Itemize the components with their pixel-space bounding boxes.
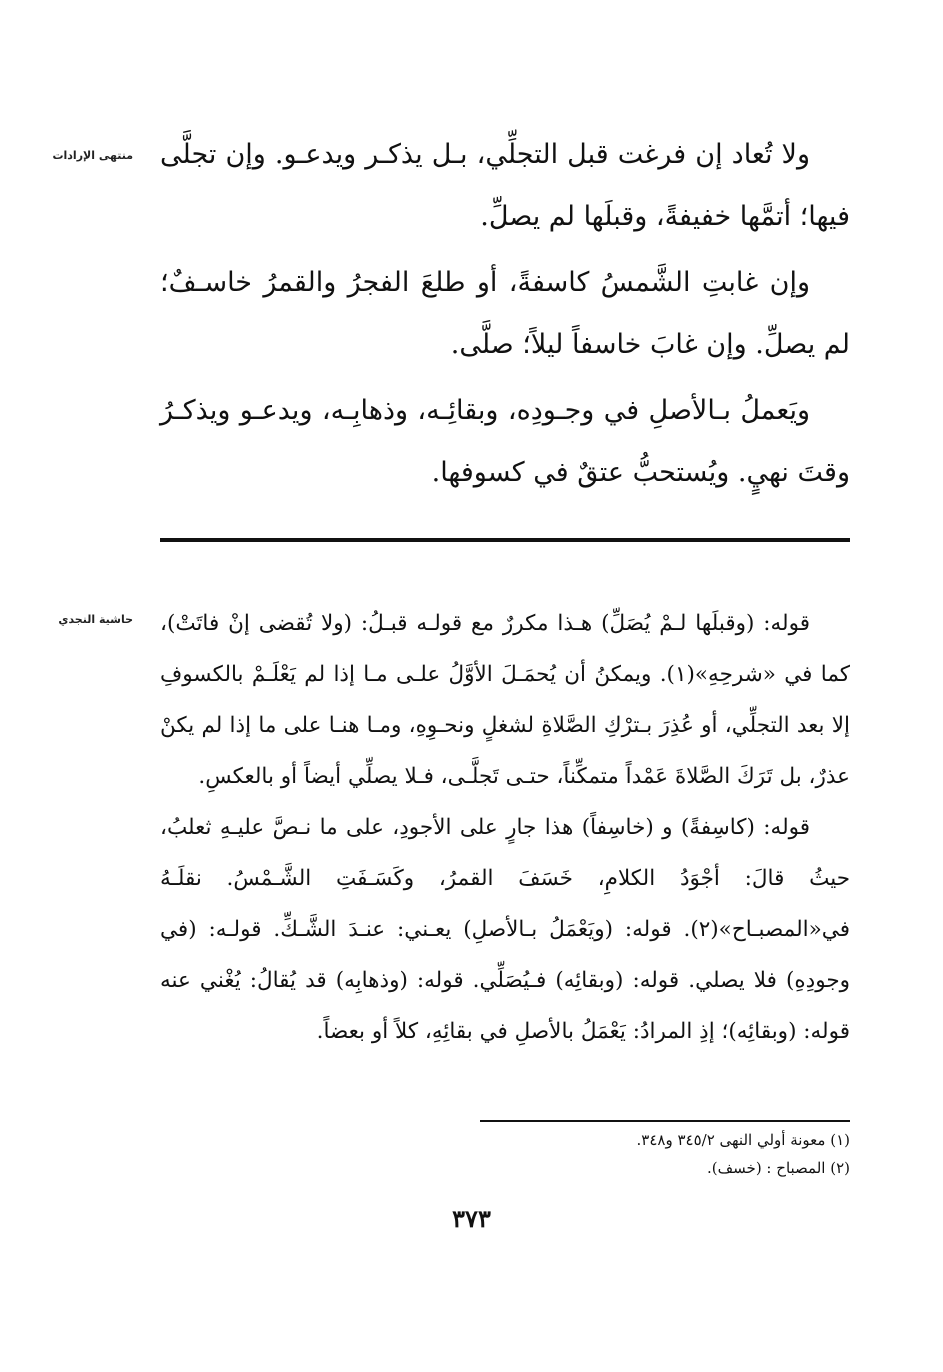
commentary-paragraph-2: قوله: (كاسِفةً) و (خاسِفاً) هذا جارٍ على الأجودِ، على ما نـصَّ عليـهِ ثعلبُ، حيثُ قالَ: أجْوَدُ الكلامِ، خَسَفَ القمرُ، وكَسَـفَتِ الشَّـمْسُ. نقلَـهُ في«المصبـاح»(٢). قوله: (ويَعْمَلُ بـالأصلِ) يعـني: عنـدَ الشَّـكِّ. قولـه: (في وجودِهِ) فلا يصلي. قوله: (وبقائِه) فـيُصَلِّي. قوله: (وذهابِه) قد يُقالُ: يُغْني عنه قوله: (وبقائِه)؛ إذِ المرادُ: يَعْمَلُ بالأصلِ في بقائِهِ، كلاً أو بعضاً. xyxy=(160,815,850,1044)
main-paragraph-3: ويَعملُ بـالأصلِ في وجـودِه، وبقائِـه، وذهابِـه، ويدعـو ويذكـرُ وقتَ نهيٍ. ويُستحبُّ عتقٌ في كسوفها. xyxy=(160,395,850,488)
main-paragraph-2: وإن غابتِ الشَّمسُ كاسفةً، أو طلعَ الفجرُ والقمرُ خاسـفٌ؛ لم يصلِّ. وإن غابَ خاسفاً ليلاً؛ صلَّى. xyxy=(160,267,850,360)
commentary-paragraph-1: قوله: (وقبلَها لـمْ يُصَلِّ) هـذا مكررٌ مع قولـه قبـلُ: (ولا تُقضى إنْ فاتَتْ)، كما في «شرحِهِ»(١). ويمكنُ أن يُحمَـلَ الأوَّلُ علـى مـا إذا لم يَعْلَـمْ بالكسوفِ إلا بعد التجلِّي، أو عُذِرَ بـترْكِ الصَّلاةِ لشغلٍ ونحـوِهِ، ومـا هنـا على ما إذا لم يكنْ عذرٌ، بل تَرَكَ الصَّلاةَ عَمْداً متمكِّناً، حتـى تَجلَّـى، فـلا يصلِّي أيضاً أو بالعكسِ. xyxy=(160,611,850,789)
footnote-divider xyxy=(480,1120,850,1122)
page-number: ٣٧٣ xyxy=(452,1204,491,1233)
side-label-commentary-source: حاشية النجدي xyxy=(58,613,133,626)
section-divider xyxy=(160,538,850,542)
footnotes-block xyxy=(480,1126,850,1182)
commentary-block xyxy=(160,598,850,1057)
footnote-2: (٢) المصباح : (خسف). xyxy=(707,1159,850,1177)
footnote-1: (١) معونة أولي النهى ٣٤٥/٢ و٣٤٨. xyxy=(636,1131,850,1149)
side-label-main-source: منتهى الإرادات xyxy=(52,149,133,162)
main-text-block xyxy=(160,124,850,508)
main-paragraph-1: ولا تُعاد إن فرغت قبل التجلِّي، بـل يذكـر ويدعـو. وإن تجلَّى فيها؛ أتمَّها خفيفةً، وقبلَها لم يصلِّ. xyxy=(160,139,850,232)
